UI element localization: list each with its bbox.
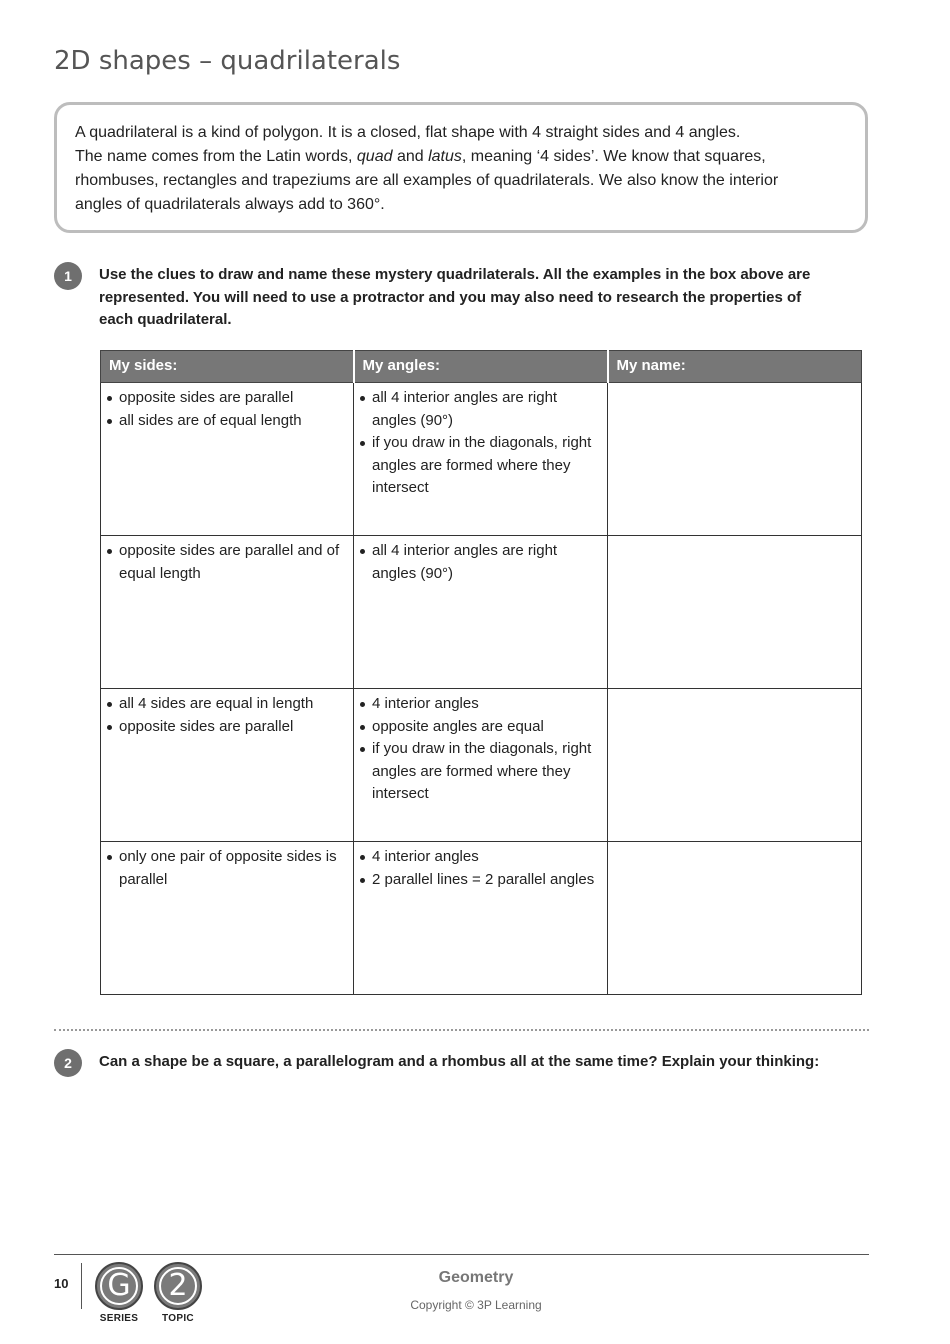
name-answer-cell[interactable] [608,383,862,536]
question-2-number: 2 [54,1049,82,1077]
list-item: 4 interior angles [360,846,601,869]
intro-box [54,102,868,233]
footer-divider [81,1263,82,1309]
footer-topic-name: Geometry [438,1269,514,1286]
header-my-name: My name: [608,351,862,383]
latin-word-latus: latus [428,148,462,165]
topic-label: TOPIC [162,1313,194,1324]
latin-word-quad: quad [356,148,393,165]
list-item: all 4 interior angles are right angles (90°) [360,387,601,432]
intro-line-4: angles of quadrilaterals always add to 360°. [75,196,385,213]
list-item: all sides are of equal length [107,410,347,433]
page-number: 10 [54,1276,69,1291]
series-badge-icon [95,1262,143,1310]
table-header-row [101,351,862,383]
intro-line-1: A quadrilateral is a kind of polygon. It is a closed, flat shape with 4 straight sides and 4 angles. [75,124,741,141]
question-1-text: Use the clues to draw and name these mystery quadrilaterals. All the examples in the box above are represented. You will need to use a protractor and you may also need to research the properties of each quadrilateral. [99,266,811,328]
sides-cell [101,536,354,689]
header-my-sides: My sides: [101,351,354,383]
list-item: if you draw in the diagonals, right angles are formed where they intersect [360,738,601,806]
sides-cell [101,689,354,842]
list-item: 4 interior angles [360,693,601,716]
question-1-number: 1 [54,262,82,290]
list-item: opposite sides are parallel [107,716,347,739]
topic-number: 2 [159,1267,197,1305]
angles-cell [354,842,608,995]
header-my-angles: My angles: [354,351,608,383]
sides-cell [101,383,354,536]
intro-line-2: The name comes from the Latin words, quad and latus, meaning ‘4 sides’. We know that squares, [75,148,766,165]
dotted-divider [54,1029,869,1031]
list-item: if you draw in the diagonals, right angles are formed where they intersect [360,432,601,500]
name-answer-cell[interactable] [608,536,862,689]
list-item: opposite sides are parallel [107,387,347,410]
angles-cell [354,383,608,536]
series-letter: G [100,1267,138,1305]
list-item: 2 parallel lines = 2 parallel angles [360,869,601,892]
table-row [101,842,862,995]
name-answer-cell[interactable] [608,842,862,995]
table-row [101,383,862,536]
clues-table [100,350,862,995]
list-item: all 4 sides are equal in length [107,693,347,716]
page-title: 2D shapes – quadrilaterals [54,46,401,76]
table-row [101,689,862,842]
name-answer-cell[interactable] [608,689,862,842]
footer-copyright: Copyright © 3P Learning [410,1298,542,1312]
topic-badge-icon [154,1262,202,1310]
list-item: all 4 interior angles are right angles (90°) [360,540,601,585]
list-item: opposite angles are equal [360,716,601,739]
angles-cell [354,536,608,689]
table-row [101,536,862,689]
series-label: SERIES [99,1313,139,1324]
angles-cell [354,689,608,842]
sides-cell [101,842,354,995]
list-item: only one pair of opposite sides is parallel [107,846,347,891]
list-item: opposite sides are parallel and of equal length [107,540,347,585]
question-2-text: Can a shape be a square, a parallelogram and a rhombus all at the same time? Explain your thinking: [99,1053,820,1070]
footer-rule [54,1254,869,1255]
intro-line-3: rhombuses, rectangles and trapeziums are all examples of quadrilaterals. We also know the interior [75,172,779,189]
